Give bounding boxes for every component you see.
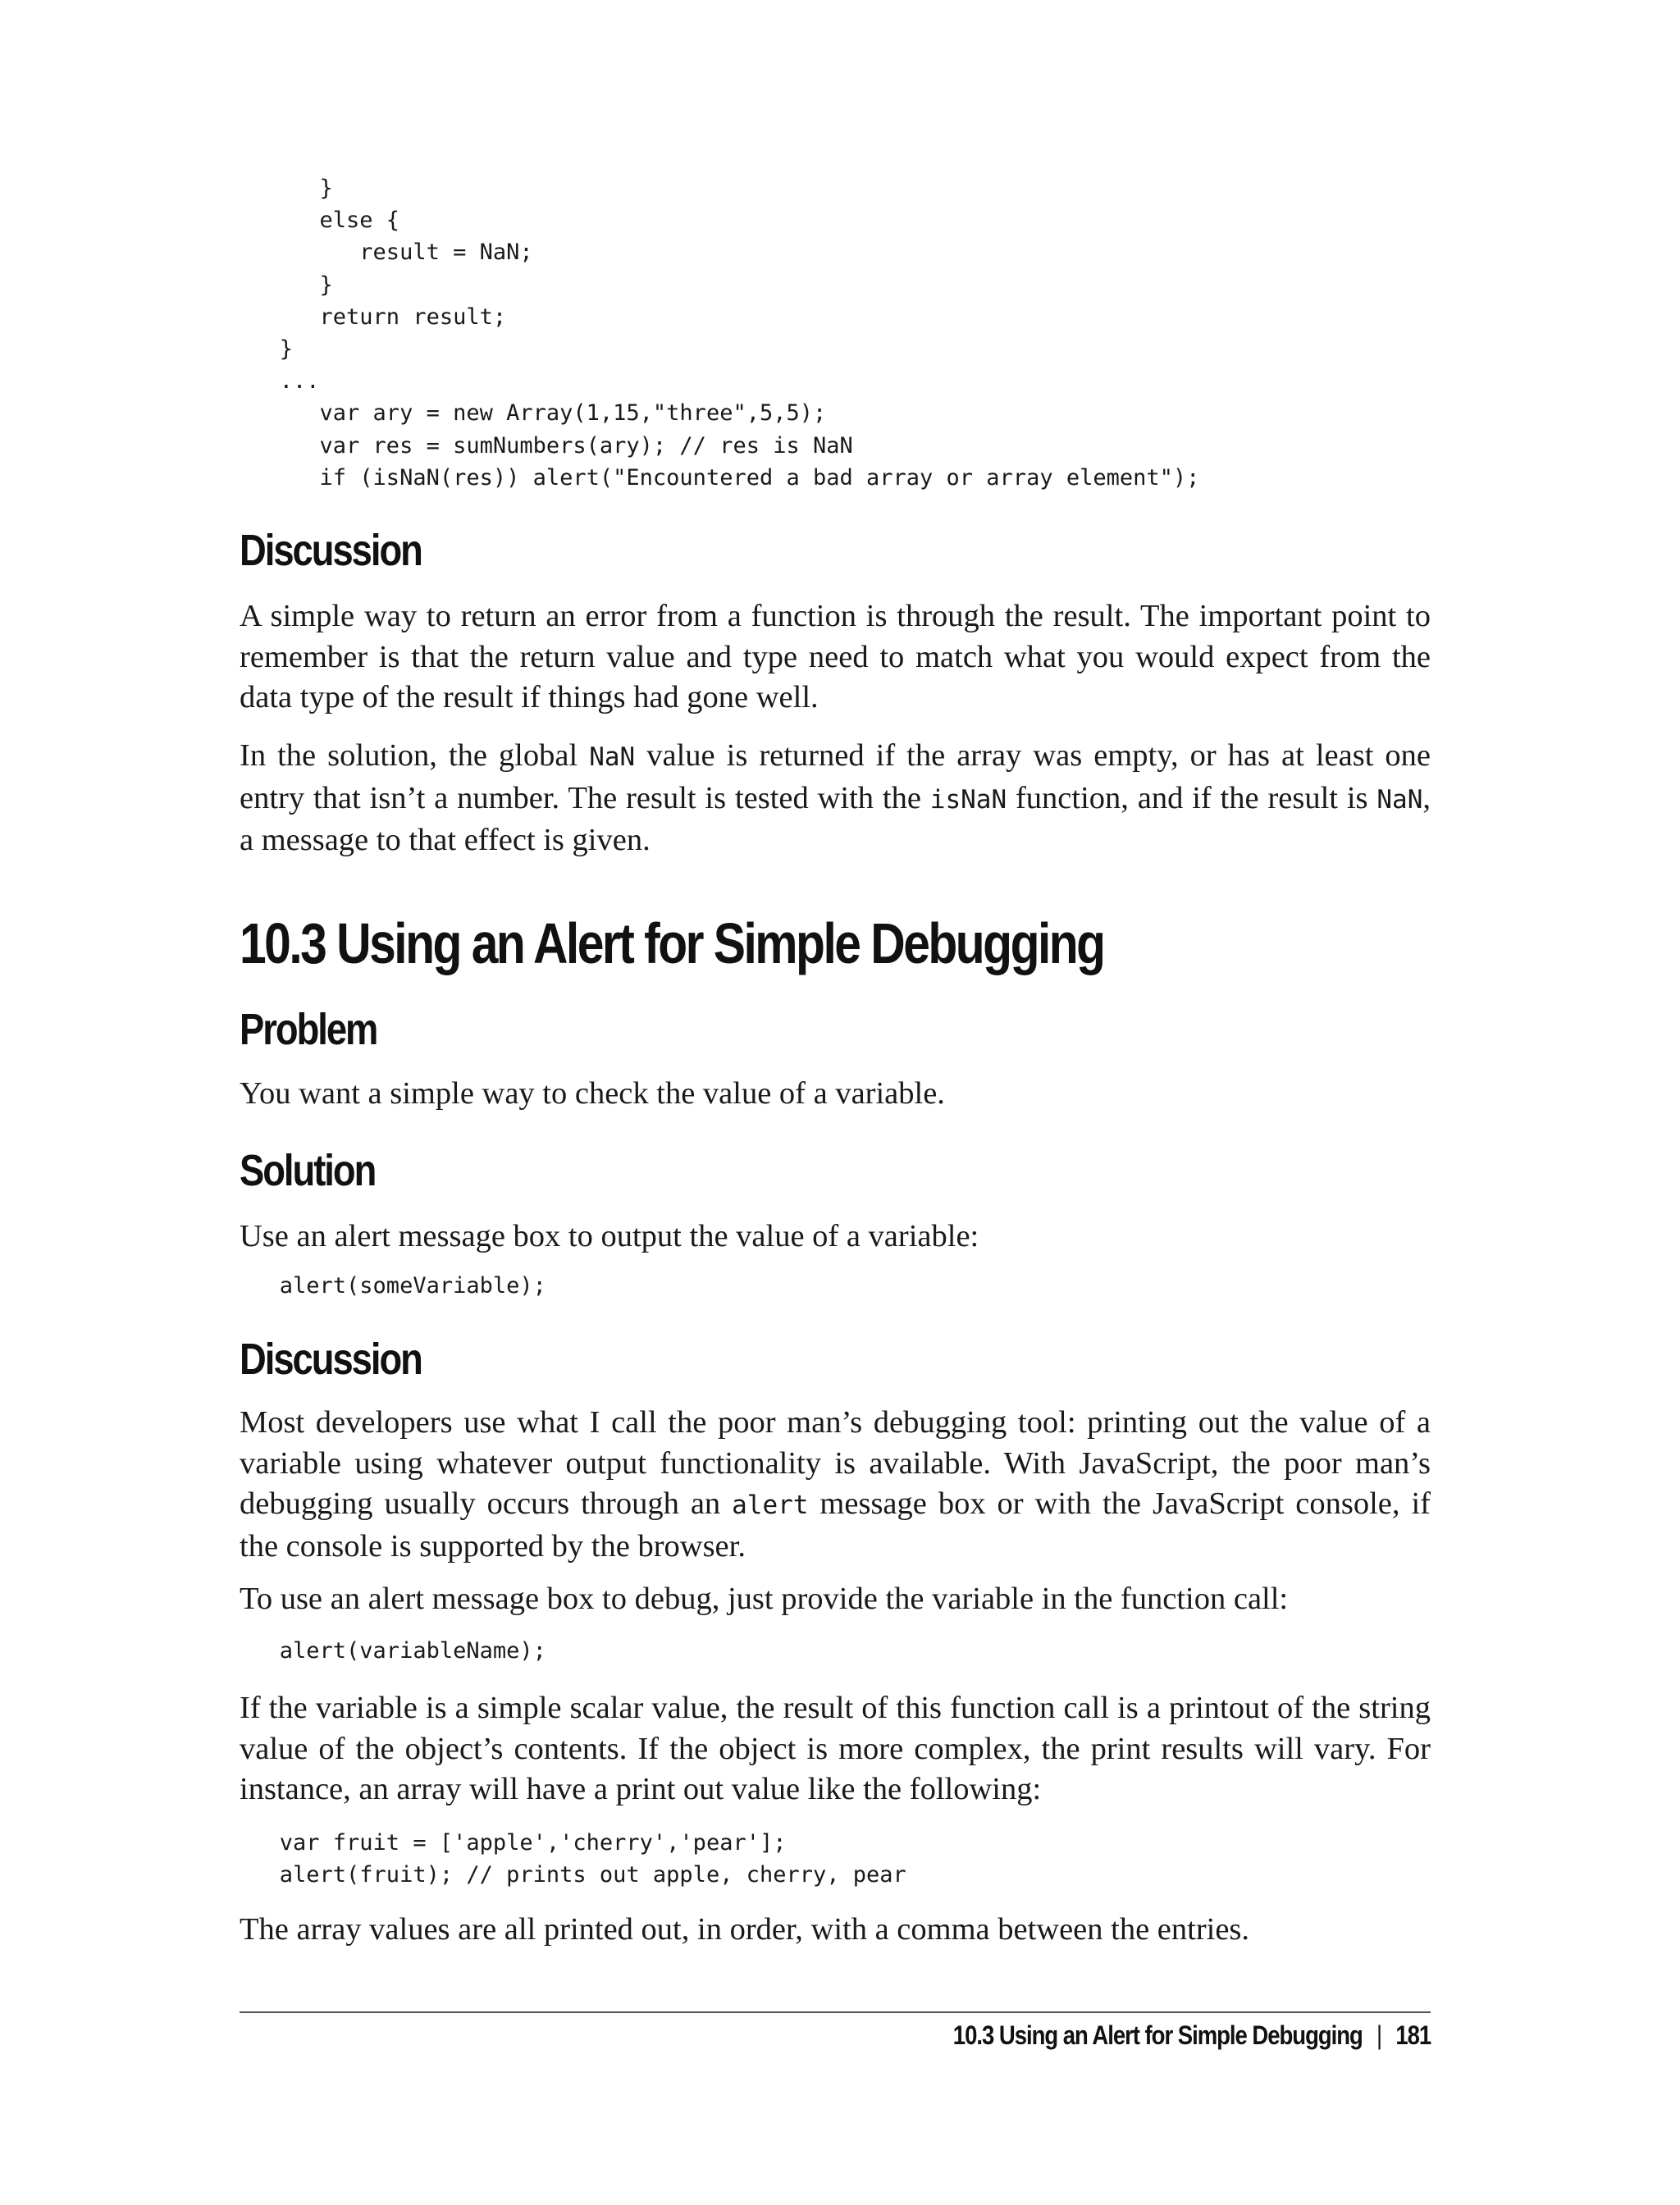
page-number: 181 bbox=[1395, 2020, 1431, 2050]
discussion-heading: Discussion bbox=[240, 1335, 422, 1384]
discussion-paragraph-2: In the solution, the global NaN value is returned if the array was empty, or has at least one entry that isn’t a number. The result is tested with the isNaN function, and if the result is NaN, a message to that effect is given. bbox=[240, 738, 1431, 857]
section-title: 10.3 Using an Alert for Simple Debugging bbox=[240, 911, 1104, 975]
discussion-paragraph-1: A simple way to return an error from a function is through the result. The important point to remember is that the return value and type need to match what you would expect from the data type of the result if things had gone well. bbox=[240, 599, 1431, 714]
discussion-paragraph-4: The array values are all printed out, in order, with a comma between the entries. bbox=[240, 1912, 1250, 1947]
inline-code-alert: alert bbox=[732, 1491, 809, 1520]
inline-code-nan: NaN bbox=[589, 742, 636, 772]
discussion-code-1: alert(variableName); bbox=[240, 1638, 546, 1664]
inline-code-nan: NaN bbox=[1376, 784, 1423, 815]
problem-text: You want a simple way to check the value of a variable. bbox=[240, 1076, 945, 1111]
solution-text: Use an alert message box to output the value of a variable: bbox=[240, 1219, 979, 1253]
discussion-code-2: var fruit = ['apple','cherry','pear']; alert(fruit); // prints out apple, cherry, pear bbox=[279, 1830, 906, 1888]
footer-section-title: 10.3 Using an Alert for Simple Debugging bbox=[952, 2020, 1363, 2050]
problem-heading: Problem bbox=[240, 1005, 377, 1054]
footer-rule bbox=[240, 2011, 1431, 2013]
discussion-paragraph-3: If the variable is a simple scalar value, the result of this function call is a printout of the string value of the object’s contents. If the object is more complex, the print results will vary. For instance, an array will have a print out value like the following: bbox=[240, 1691, 1431, 1806]
solution-code: alert(someVariable); bbox=[240, 1273, 546, 1299]
solution-heading: Solution bbox=[240, 1146, 376, 1195]
discussion-paragraph-2: To use an alert message box to debug, just provide the variable in the function call: bbox=[240, 1582, 1289, 1616]
inline-code-isnan: isNaN bbox=[929, 784, 1007, 815]
page-footer bbox=[953, 2020, 1431, 2051]
code-block-top: } else { result = NaN; } return result; } ... var ary = new Array(1,15,"three",5,5); var res = sumNumbers(ary); // res is NaN if (isNaN(res)) alert("Encountered a bad array or array element"); bbox=[279, 176, 1200, 491]
discussion-heading: Discussion bbox=[240, 526, 422, 575]
discussion-paragraph-1: Most developers use what I call the poor man’s debugging tool: printing out the value of a variable using whatever output functionality is available. With JavaScript, the poor man’s debugging usually occurs through an alert message box or with the JavaScript console, if the console is supported by the browser. bbox=[240, 1405, 1431, 1564]
footer-separator: | bbox=[1376, 2020, 1381, 2050]
